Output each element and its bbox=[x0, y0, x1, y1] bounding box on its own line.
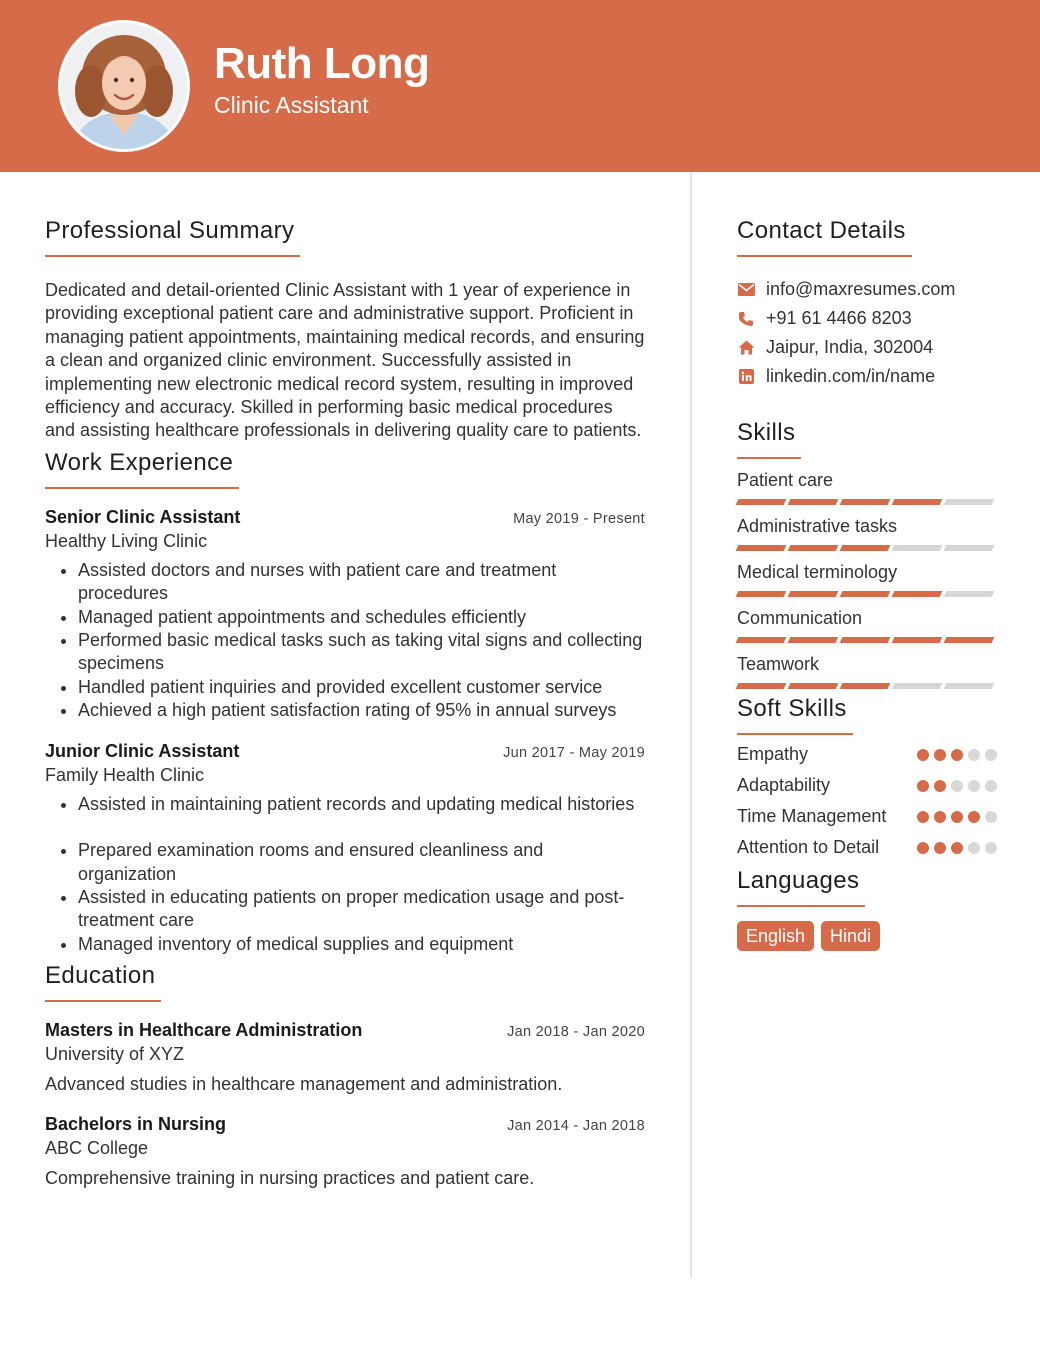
job-bullet: • Assisted in maintaining patient records and updating medical histories bbox=[78, 793, 645, 816]
skill-level-segment bbox=[840, 591, 891, 597]
soft-skill-name: Empathy bbox=[737, 744, 809, 764]
job-bullets bbox=[45, 793, 645, 956]
profile-photo bbox=[58, 20, 190, 152]
phone-icon bbox=[737, 310, 755, 328]
skill-name: Administrative tasks bbox=[737, 516, 898, 536]
linkedin-text: linkedin.com/in/name bbox=[766, 366, 936, 386]
rating-dot bbox=[968, 749, 980, 761]
sidebar-column bbox=[737, 215, 997, 951]
skill-name: Medical terminology bbox=[737, 562, 898, 582]
skill-level-segment bbox=[736, 591, 787, 597]
soft-skill-rating bbox=[917, 836, 997, 859]
soft-skill-rating bbox=[917, 805, 997, 828]
skill-level-segment bbox=[892, 545, 943, 551]
rating-dot bbox=[968, 842, 980, 854]
job-company: Family Health Clinic bbox=[45, 764, 205, 785]
rating-dot bbox=[985, 780, 997, 792]
skill-level-bar bbox=[737, 683, 993, 689]
rating-dot bbox=[917, 811, 929, 823]
rating-dot bbox=[934, 749, 946, 761]
skill-level-segment bbox=[892, 499, 943, 505]
phone-text: +91 61 4466 8203 bbox=[766, 308, 912, 328]
education-date: Jan 2014 - Jan 2018 bbox=[507, 1118, 645, 1135]
skill-level-segment bbox=[944, 545, 995, 551]
skill-name: Patient care bbox=[737, 470, 834, 490]
summary-section bbox=[45, 215, 645, 443]
candidate-title: Clinic Assistant bbox=[214, 92, 369, 118]
soft-skill-rating bbox=[917, 743, 997, 766]
education-date: Jan 2018 - Jan 2020 bbox=[507, 1024, 645, 1041]
main-column bbox=[45, 215, 645, 1190]
job-bullet: • Managed patient appointments and schedules efficiently bbox=[78, 606, 645, 629]
skill-level-segment bbox=[944, 637, 995, 643]
education-entry bbox=[45, 1112, 645, 1190]
skill-level-segment bbox=[736, 545, 787, 551]
email-text: info@maxresumes.com bbox=[766, 279, 956, 299]
soft-skill-item bbox=[737, 743, 997, 766]
school-name: ABC College bbox=[45, 1138, 149, 1159]
rating-dot bbox=[917, 842, 929, 854]
contact-linkedin[interactable] bbox=[737, 362, 997, 391]
skill-level-bar bbox=[737, 591, 993, 597]
skill-level-segment bbox=[788, 545, 839, 551]
rating-dot bbox=[951, 749, 963, 761]
languages-section bbox=[737, 865, 997, 951]
skill-level-bar bbox=[737, 499, 993, 505]
skill-item bbox=[737, 653, 997, 689]
languages-heading: Languages bbox=[737, 865, 865, 907]
skills-section bbox=[737, 417, 997, 689]
skill-name: Communication bbox=[737, 608, 863, 628]
resume-header bbox=[0, 0, 1040, 172]
rating-dot bbox=[934, 811, 946, 823]
degree-title: Bachelors in Nursing bbox=[45, 1114, 227, 1135]
address-text: Jaipur, India, 302004 bbox=[766, 337, 934, 357]
skill-level-segment bbox=[736, 683, 787, 689]
skill-level-segment bbox=[944, 591, 995, 597]
contact-email[interactable] bbox=[737, 275, 997, 304]
skill-level-segment bbox=[736, 637, 787, 643]
skill-level-segment bbox=[892, 637, 943, 643]
skill-item bbox=[737, 561, 997, 597]
skill-level-segment bbox=[736, 499, 787, 505]
job-bullet: • Prepared examination rooms and ensured cleanliness and organization bbox=[78, 839, 645, 886]
job-bullet: • Performed basic medical tasks such as taking vital signs and collecting specimens bbox=[78, 629, 645, 676]
soft-skill-name: Attention to Detail bbox=[737, 837, 880, 857]
rating-dot bbox=[985, 842, 997, 854]
rating-dot bbox=[985, 749, 997, 761]
skill-level-segment bbox=[840, 499, 891, 505]
soft-skill-item bbox=[737, 774, 997, 797]
language-tag: Hindi bbox=[821, 921, 880, 951]
rating-dot bbox=[985, 811, 997, 823]
envelope-icon bbox=[737, 281, 755, 299]
experience-section bbox=[45, 447, 645, 956]
skill-level-segment bbox=[944, 499, 995, 505]
rating-dot bbox=[934, 842, 946, 854]
job-bullets bbox=[45, 559, 645, 723]
experience-heading: Work Experience bbox=[45, 447, 239, 489]
job-date: May 2019 - Present bbox=[513, 510, 645, 527]
skill-level-segment bbox=[892, 591, 943, 597]
job-bullet: • Assisted doctors and nurses with patient care and treatment procedures bbox=[78, 559, 645, 606]
school-name: University of XYZ bbox=[45, 1044, 185, 1065]
skill-level-segment bbox=[788, 499, 839, 505]
soft-skills-list bbox=[737, 743, 997, 859]
skill-level-segment bbox=[892, 683, 943, 689]
job-bullet: • Handled patient inquiries and provided excellent customer service bbox=[78, 676, 645, 699]
job-bullet: • Managed inventory of medical supplies and equipment bbox=[78, 933, 645, 956]
education-entry bbox=[45, 1018, 645, 1096]
skill-level-segment bbox=[840, 545, 891, 551]
degree-title: Masters in Healthcare Administration bbox=[45, 1020, 363, 1041]
skill-level-segment bbox=[840, 683, 891, 689]
rating-dot bbox=[968, 811, 980, 823]
rating-dot bbox=[968, 780, 980, 792]
candidate-name: Ruth Long bbox=[214, 39, 430, 88]
soft-skill-name: Adaptability bbox=[737, 775, 831, 795]
skill-level-segment bbox=[788, 591, 839, 597]
contact-section bbox=[737, 215, 997, 391]
job-company: Healthy Living Clinic bbox=[45, 530, 208, 551]
contact-heading: Contact Details bbox=[737, 215, 912, 257]
skill-level-segment bbox=[788, 683, 839, 689]
job-entry bbox=[45, 739, 645, 956]
skill-level-segment bbox=[788, 637, 839, 643]
education-section bbox=[45, 960, 645, 1190]
job-bullet: • Assisted in educating patients on proper medication usage and post-treatment care bbox=[78, 886, 645, 933]
skill-level-segment bbox=[944, 683, 995, 689]
contact-address bbox=[737, 333, 997, 362]
home-icon bbox=[737, 339, 755, 357]
contact-phone[interactable] bbox=[737, 304, 997, 333]
education-heading: Education bbox=[45, 960, 161, 1002]
skills-heading: Skills bbox=[737, 417, 801, 459]
language-list bbox=[737, 921, 997, 951]
skill-item bbox=[737, 607, 997, 643]
column-divider bbox=[690, 172, 692, 1278]
soft-skill-item bbox=[737, 805, 997, 828]
language-tag: English bbox=[737, 921, 814, 951]
soft-skill-rating bbox=[917, 774, 997, 797]
summary-text: Dedicated and detail-oriented Clinic Assistant with 1 year of experience in providing exceptional patient care and administrative support. Proficient in managing patient appointments, maintaining medical records, and ensuring a clean and organized clinic environment. Successfully assisted in implementing new electronic medical record system, resulting in improved efficiency and accuracy. Skilled in performing basic medical procedures and assisting healthcare professionals in delivering quality care to patients. bbox=[45, 280, 645, 441]
skills-list bbox=[737, 469, 997, 689]
skill-level-bar bbox=[737, 545, 993, 551]
rating-dot bbox=[934, 780, 946, 792]
rating-dot bbox=[917, 780, 929, 792]
rating-dot bbox=[951, 780, 963, 792]
skill-name: Teamwork bbox=[737, 654, 820, 674]
soft-skills-section bbox=[737, 693, 997, 859]
skill-level-bar bbox=[737, 637, 993, 643]
summary-heading: Professional Summary bbox=[45, 215, 300, 257]
job-bullet: • Achieved a high patient satisfaction rating of 95% in annual surveys bbox=[78, 699, 645, 722]
soft-skill-item bbox=[737, 836, 997, 859]
skill-item bbox=[737, 469, 997, 505]
job-title: Junior Clinic Assistant bbox=[45, 740, 240, 761]
rating-dot bbox=[951, 811, 963, 823]
rating-dot bbox=[917, 749, 929, 761]
job-date: Jun 2017 - May 2019 bbox=[503, 744, 645, 761]
job-title: Senior Clinic Assistant bbox=[45, 506, 241, 527]
job-entry bbox=[45, 505, 645, 723]
skill-item bbox=[737, 515, 997, 551]
skill-level-segment bbox=[840, 637, 891, 643]
education-description: Advanced studies in healthcare management and administration. bbox=[45, 1074, 563, 1095]
education-description: Comprehensive training in nursing practices and patient care. bbox=[45, 1168, 535, 1189]
soft-skill-name: Time Management bbox=[737, 806, 887, 826]
soft-skills-heading: Soft Skills bbox=[737, 693, 853, 735]
linkedin-icon bbox=[737, 368, 755, 386]
rating-dot bbox=[951, 842, 963, 854]
